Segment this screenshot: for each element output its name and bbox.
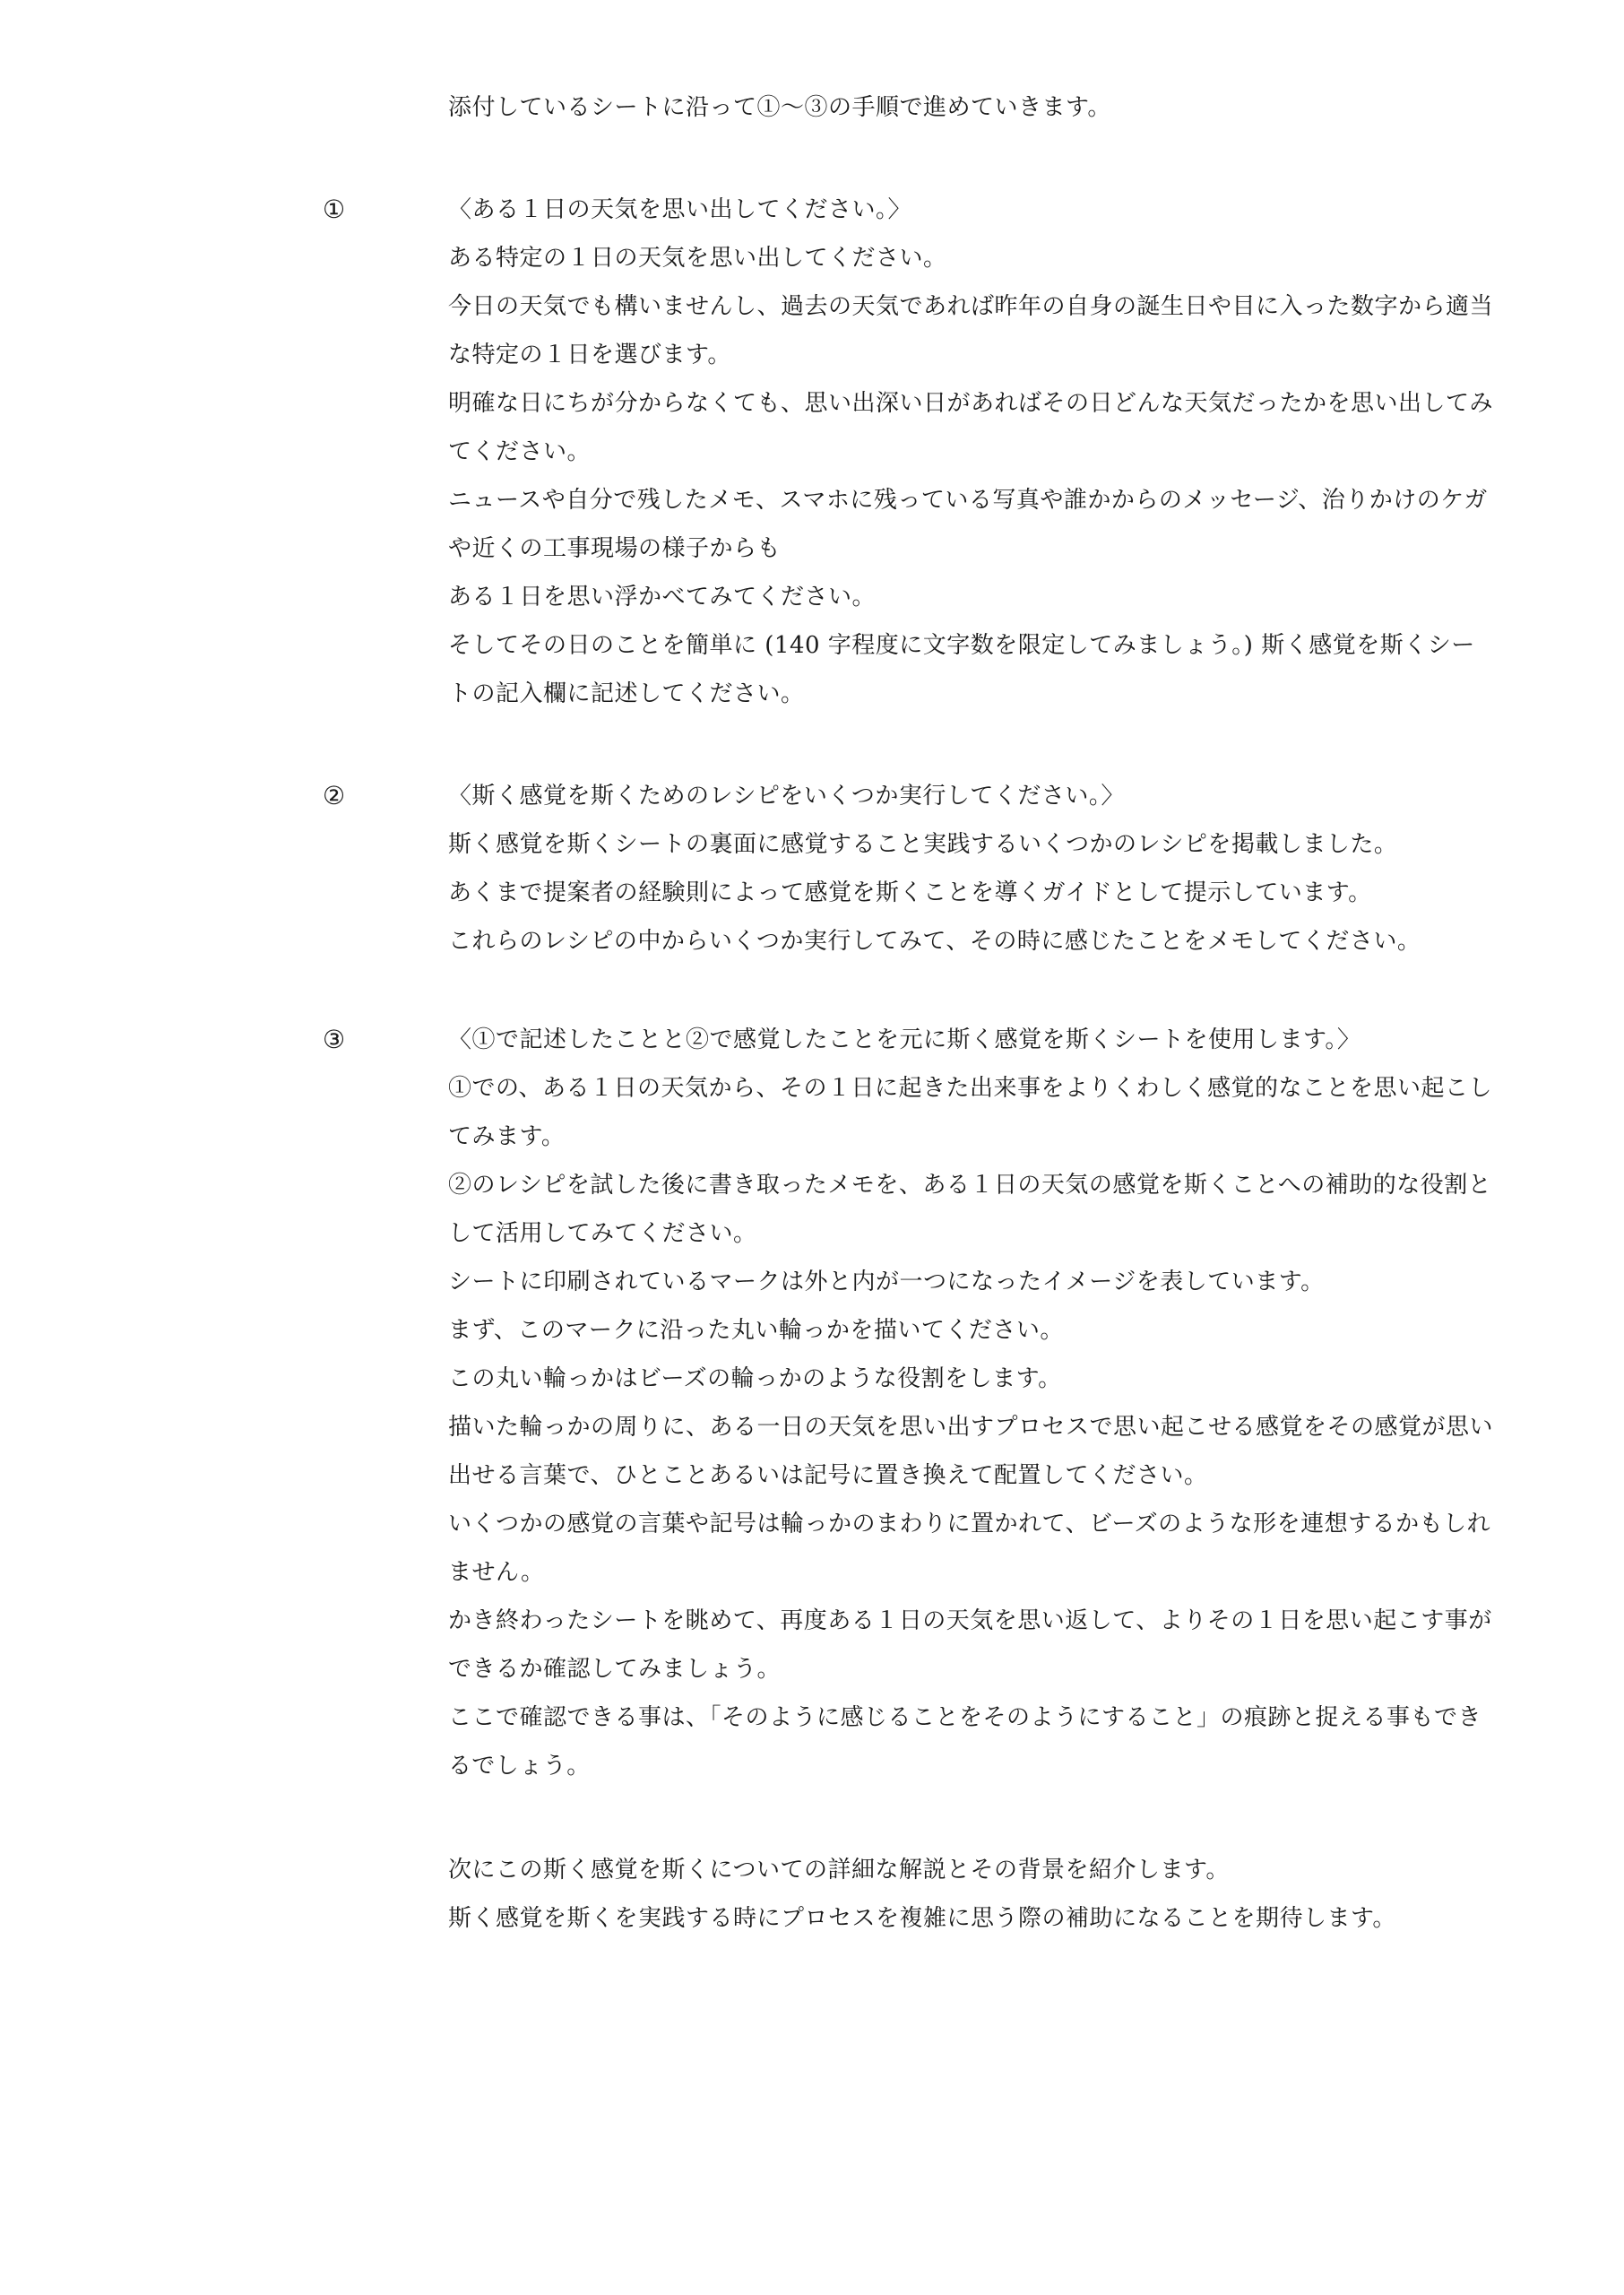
section-3-line: ません。 (448, 1559, 545, 1586)
intro-text: 添付しているシートに沿って①〜③の手順で進めていきます。 (448, 94, 1111, 121)
section-1-line: てください。 (448, 438, 592, 465)
section-1-marker: ① (323, 195, 346, 224)
section-1-line: な特定の１日を選びます。 (448, 342, 731, 368)
section-2-heading: 〈斯く感覚を斯くためのレシピをいくつか実行してください。〉 (448, 783, 1125, 810)
section-3-line: まず、このマークに沿った丸い輪っかを描いてください。 (448, 1317, 1064, 1344)
section-2-marker: ② (323, 781, 346, 810)
section-2-line: あくまで提案者の経験則によって感覚を斯くことを導くガイドとして提示しています。 (448, 879, 1372, 906)
section-3-line: シートに印刷されているマークは外と内が一つになったイメージを表しています。 (448, 1269, 1325, 1295)
section-3-marker: ③ (323, 1025, 346, 1054)
closing-line: 斯く感覚を斯くを実践する時にプロセスを複雑に思う際の補助になることを期待します。 (448, 1905, 1396, 1932)
section-1-line: ニュースや自分で残したメモ、スマホに残っている写真や誰かからのメッセージ、治りかけのケガ (448, 487, 1488, 514)
section-3-line: ここで確認できる事は、「そのように感じることをそのようにすること」の痕跡と捉える事もでき (448, 1704, 1482, 1731)
section-3-line: 出せる言葉で、ひとことあるいは記号に置き換えて配置してください。 (448, 1462, 1208, 1489)
section-3-line: ①での、ある１日の天気から、その１日に起きた出来事をよりくわしく感覚的なことを思い起こし (448, 1075, 1492, 1102)
section-1-line: ある１日を思い浮かべてみてください。 (448, 584, 877, 611)
section-3-line: この丸い輪っかはビーズの輪っかのような役割をします。 (448, 1365, 1062, 1392)
section-1-heading: 〈ある１日の天気を思い出してください。〉 (448, 196, 912, 223)
section-1-line: トの記入欄に記述してください。 (448, 680, 805, 707)
section-3-heading: 〈①で記述したことと②で感覚したことを元に斯く感覚を斯くシートを使用します。〉 (448, 1026, 1361, 1053)
section-2-line: これらのレシピの中からいくつか実行してみて、その時に感じたことをメモしてください。 (448, 928, 1421, 955)
section-3-line: できるか確認してみましょう。 (448, 1656, 782, 1683)
section-3-line: して活用してみてください。 (448, 1220, 757, 1247)
section-1-line: 今日の天気でも構いませんし、過去の天気であれば昨年の自身の誕生日や目に入った数字から適当 (448, 293, 1494, 320)
section-3-line: かき終わったシートを眺めて、再度ある１日の天気を思い返して、よりその１日を思い起こす事が (448, 1607, 1492, 1634)
section-3-line: 描いた輪っかの周りに、ある一日の天気を思い出すプロセスで思い起こせる感覚をその感覚が思い (448, 1414, 1494, 1441)
section-1-line: や近くの工事現場の様子からも (448, 535, 782, 562)
section-1-line: 明確な日にちが分からなくても、思い出深い日があればその日どんな天気だったかを思い出してみ (448, 390, 1494, 417)
section-3-line: てみます。 (448, 1123, 566, 1150)
section-1-line: ある特定の１日の天気を思い出してください。 (448, 245, 947, 272)
section-2-line: 斯く感覚を斯くシートの裏面に感覚すること実践するいくつかのレシピを掲載しました。 (448, 831, 1398, 858)
section-3-line: るでしょう。 (448, 1753, 591, 1780)
section-3-line: ②のレシピを試した後に書き取ったメモを、ある１日の天気の感覚を斯くことへの補助的な役割と (448, 1172, 1492, 1199)
section-3-line: いくつかの感覚の言葉や記号は輪っかのまわりに置かれて、ビーズのような形を連想するかもしれ (448, 1511, 1491, 1537)
section-1-line: そしてその日のことを簡単に (140 字程度に文字数を限定してみましょう。) 斯く感覚を斯くシー (448, 632, 1475, 659)
closing-line: 次にこの斯く感覚を斯くについての詳細な解説とその背景を紹介します。 (448, 1857, 1230, 1884)
